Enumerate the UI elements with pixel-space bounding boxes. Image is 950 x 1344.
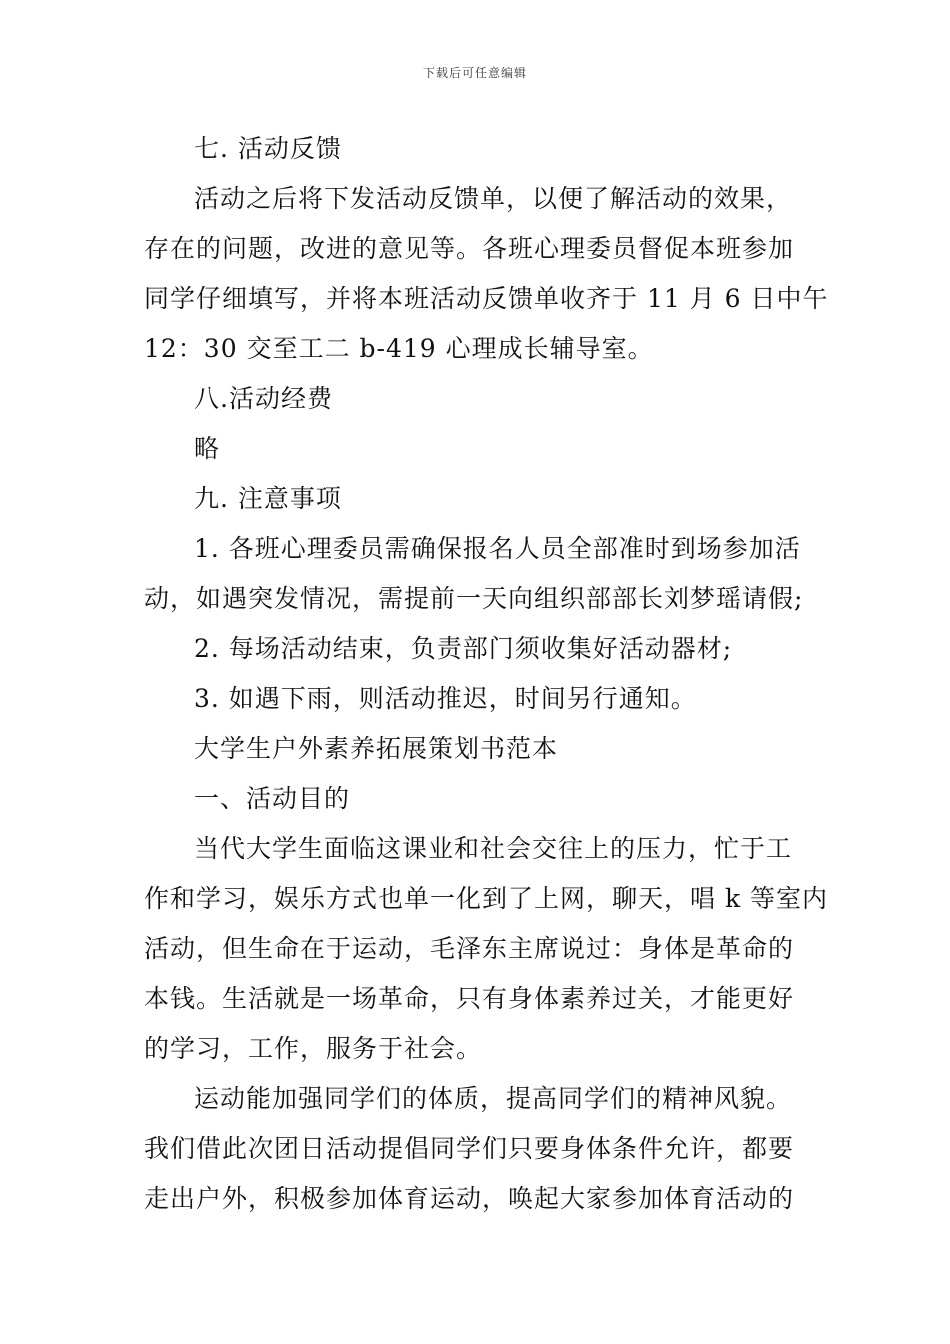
text-line: 12：30 交至工二 b-419 心理成长辅导室。 — [144, 334, 654, 363]
text-line: 的学习，工作，服务于社会。 — [144, 1034, 483, 1063]
text-line: 运动能加强同学们的体质，提高同学们的精神风貌。 — [194, 1084, 793, 1113]
text-line: 3. 如遇下雨，则活动推迟，时间另行通知。 — [194, 684, 697, 713]
page-header: 下载后可任意编辑 — [422, 66, 527, 80]
text-line: 略 — [194, 434, 221, 463]
text-line: 动，如遇突发情况，需提前一天向组织部部长刘梦瑶请假; — [144, 584, 804, 613]
document-body — [144, 124, 829, 1224]
text-line: 大学生户外素养拓展策划书范本 — [194, 734, 559, 763]
text-line: 走出户外，积极参加体育运动，唤起大家参加体育活动的 — [144, 1184, 795, 1213]
text-line: 活动，但生命在于运动，毛泽东主席说过：身体是革命的 — [144, 934, 795, 963]
text-line: 八.活动经费 — [194, 384, 333, 413]
text-line: 存在的问题，改进的意见等。各班心理委员督促本班参加 — [144, 234, 795, 263]
text-line: 1. 各班心理委员需确保报名人员全部准时到场参加活 — [194, 534, 801, 563]
text-line: 活动之后将下发活动反馈单，以便了解活动的效果， — [194, 184, 793, 213]
text-line: 本钱。生活就是一场革命，只有身体素养过关，才能更好 — [144, 984, 795, 1013]
text-line: 九. 注意事项 — [194, 484, 342, 513]
text-line: 作和学习，娱乐方式也单一化到了上网，聊天，唱 k 等室内 — [144, 884, 829, 913]
text-line: 当代大学生面临这课业和社会交往上的压力，忙于工 — [194, 834, 793, 863]
text-line: 同学仔细填写，并将本班活动反馈单收齐于 11 月 6 日中午 — [144, 284, 829, 313]
text-line: 我们借此次团日活动提倡同学们只要身体条件允许，都要 — [144, 1134, 795, 1163]
text-line: 一、活动目的 — [194, 784, 351, 813]
text-line: 2. 每场活动结束，负责部门须收集好活动器材; — [194, 634, 733, 663]
text-line: 七. 活动反馈 — [194, 134, 342, 163]
